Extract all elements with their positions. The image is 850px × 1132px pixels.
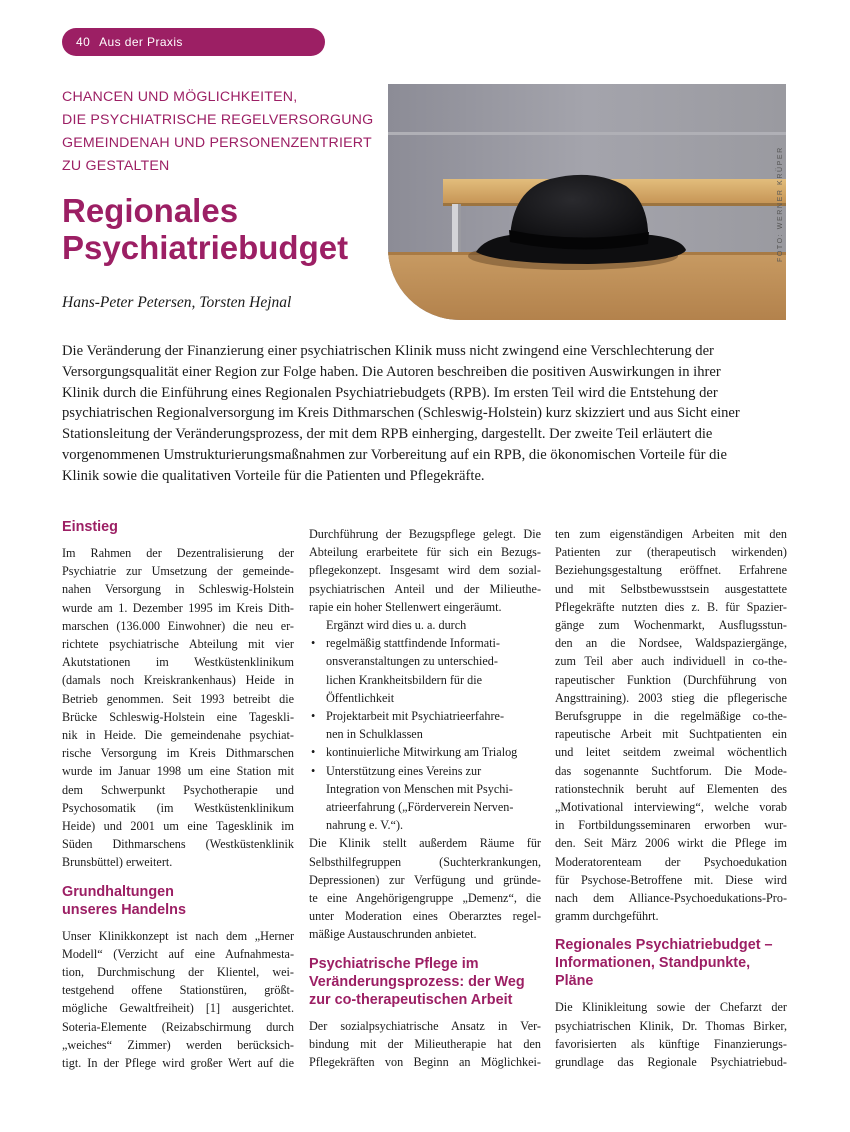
body-column-1 [62,518,294,1072]
text-line: lichen Krankheitsbildern für die [326,672,483,687]
text-line: ten zum eigenständigen Arbeiten mit den [555,527,787,541]
lead-line: Versorgungsqualität einer Region zur Folge haben. Die Autoren beschreiben die positiven Auswirkungen in ihrer [62,363,721,380]
text-line: das sogenannte Suchtforum. Die Mode- [555,763,787,778]
text-line: richtete psychiatrische Abteilung mit vier [62,637,294,652]
text-line: nach dem Alliance-Psychoedukations-Pro- [555,891,787,906]
text-line: te eine Angehörigengruppe „Demenz“, die [309,891,541,906]
text-line: Pflegekräften von Beginn an Möglichkei- [309,1055,541,1070]
list-item [309,634,541,707]
text-line: wurde am 1. Dezember 1995 im Kreis Dith- [62,600,294,615]
text-line: bindung mit der Milieutherapie hat den [309,1036,541,1051]
text-line: rapeutischer Funktion (Durchführung von [555,672,787,687]
lead-line: Klinik sowie die qualitativen Vorteile für die Patienten und Pflegekräfte. [62,467,485,484]
text-line: rapeutische Arbeit mit Suchtpatienten ein [555,727,787,742]
text-line: Süden Dithmarschens (Westküstenklinik [62,837,294,852]
page-number: 40 [76,35,91,49]
text-line: Brücke Schleswig-Holstein eine Tageskli- [62,709,294,724]
heading-line: Pläne [555,973,594,990]
lead-line: psychiatrischen Regionalversorgung im Kreis Dithmarschen (Schleswig-Holstein) kurz skizziert und aus Sicht einer [62,405,740,422]
heading-line: zur co-therapeutischen Arbeit [309,991,513,1008]
text-line: zum Teil aber auch individuell in co-the- [555,654,787,669]
text-line: testgehend offene Stationstüren, größt- [62,983,294,998]
text-line: Moderatorenteam der Psychoedukation [555,854,787,869]
text-line: Im Rahmen der Dezentralisierung der [62,546,294,560]
text-line: Unterstützung eines Vereins zur [326,763,482,778]
heading-line: Veränderungsprozess: der Weg [309,973,525,990]
text-line: Integration von Menschen mit Psychi- [326,781,513,796]
text-line: Selbsthilfegruppen (Suchterkrankungen, [309,854,541,869]
heading-line: Einstieg [62,519,118,535]
heading-line: unseres Handelns [62,901,186,918]
lead-line: vorgenommenen Umstrukturierungsmaßnahmen zur Vorbereitung auf ein RPB, die ökonomischen Vorteile für die [62,446,727,463]
text-line: Patienten zur (therapeutisch wirkenden) [555,545,787,560]
hat-on-table-photo [388,84,786,320]
kicker-line: CHANCEN UND MÖGLICHKEITEN, [62,89,298,105]
lead-line: Die Veränderung der Finanzierung einer psychiatrischen Klinik muss nicht zwingend eine Verschlechterung der [62,343,714,359]
text-line: für Psychose-Betroffene mit. Diese wird [555,872,787,887]
text-line: Brunsbüttel) erweitert. [62,855,173,870]
body-column-2 [309,525,541,1071]
bullet-icon: • [311,745,316,760]
text-line: rapie ein hoher Stellenwert eingeräumt. [309,599,502,614]
text-line: Abteilung erarbeitete für sich ein Bezugs- [309,545,541,560]
text-line: dem Schwerpunkt Psychotherapie und [62,782,294,797]
text-line: mögliche Gewaltfreiheit) [1] ausgerichtet. [62,1001,294,1016]
text-line: pflegekonzept. Insgesamt wird dem sozial- [309,563,541,578]
text-line: rationstechnik beruht auf Elementen des [555,781,787,796]
text-line: favorisierten als künftige Finanzierungs- [555,1036,787,1051]
text-line: Ergänzt wird dies u. a. durch [326,618,467,633]
text-line: Der sozialpsychiatrische Ansatz in Ver- [309,1018,541,1033]
bullet-icon: • [311,763,316,778]
text-line: nik in Heide. Die gemeindenahe psychiat- [62,728,294,743]
text-line: und mit Selbstbewusstsein ausgestattete [555,581,787,596]
text-line: Projektarbeit mit Psychiatrieerfahre- [326,709,505,724]
text-line: regelmäßig stattfindende Informati- [326,636,500,651]
text-line: atrieerfahrung („Förderverein Nerven- [326,800,514,815]
section-label: Aus der Praxis [99,35,183,49]
bullet-icon: • [311,709,316,724]
list-item [309,707,541,743]
text-line: Heide) und 2001 um eine Tagesklinik im [62,819,294,834]
photo-credit: FOTO: WERNER KRÜPER [777,146,784,262]
article-authors: Hans-Peter Petersen, Torsten Hejnal [62,294,292,311]
text-line: den an die Nordsee, Waldspaziergänge, [555,636,787,651]
text-line: (damals noch Kreiskrankenhaus) Heide in [62,673,294,688]
text-line: Psychosomatik (im Westküstenklinikum [62,800,294,815]
text-line: Unser Klinikkonzept ist nach dem „Herner [62,928,294,943]
paragraph-grundhaltungen [62,927,294,1073]
article-title [62,192,348,266]
text-line: und leitet seitdem zweimal wöchentlich [555,745,787,760]
text-line: Berufsgruppe in die regelmäßige co-the- [555,709,787,724]
text-line: Modell“ (Verzicht auf eine Aufnahmesta- [62,946,294,961]
text-line: rische Versorgung im Kreis Dithmarschen [62,746,294,761]
title-line: Psychiatriebudget [62,229,349,266]
section-heading-regionales-psychiatriebudget [555,936,787,990]
text-line: mäßige Austauschrunden anbietet. [309,927,477,942]
text-line: wurde im Januar 1998 um eine Station mit [62,764,294,779]
bullet-list [309,634,541,834]
heading-line: Psychiatrische Pflege im [309,955,479,972]
text-line: gänge zum Wochenmarkt, Ausflugsstun- [555,618,787,633]
body-column-3 [555,525,787,1071]
lead-line: Klinik durch die Einführung eines Regionalen Psychiatriebudgets (RPB). Im ersten Teil wird die Entstehung der [62,384,718,401]
text-line: Die Klinikleitung sowie der Chefarzt der [555,1000,787,1015]
text-line: Beziehungsgestaltung eröffnet. Erfahrene [555,563,787,578]
text-line: onsveranstaltungen zu unterschied- [326,654,498,669]
text-line: Angsttraining). 2003 stieg die pflegerische [555,690,787,705]
paragraph-selbsthilfe [309,834,541,943]
text-line: tion, Durchmischung der Klientel, wei- [62,965,294,980]
text-line: gramm durchgeführt. [555,909,659,924]
text-line: kontinuierliche Mitwirkung am Trialog [326,745,518,760]
text-line: psychiatrischen Anteil und der Milieuthe- [309,581,541,596]
heading-line: Grundhaltungen [62,883,174,900]
text-line: „Motivational interviewing“, welche vorab [555,800,787,815]
text-line: Die Klinik stellt außerdem Räume für [309,836,541,851]
heading-line: Informationen, Standpunkte, [555,955,751,972]
photo-illustration [388,84,786,320]
heading-line: Regionales Psychiatriebudget – [555,937,773,954]
list-item [309,762,541,835]
text-line: tigt. In der Pflege wird großer Wert auf die [62,1056,294,1071]
paragraph-bezugspflege [309,525,541,634]
kicker-line: ZU GESTALTEN [62,158,170,174]
text-line: nen in Schulklassen [326,727,423,742]
text-line: unter Moderation eines Oberarztes regel- [309,909,541,924]
paragraph-klinikleitung [555,998,787,1071]
section-heading-einstieg [62,518,294,536]
text-line: marschen (136.000 Einwohner) die neu er- [62,618,294,633]
section-heading-grundhaltungen [62,883,294,919]
section-header-bar [62,28,325,56]
text-line: nahen Versorgung in Schleswig-Holstein [62,582,294,597]
text-line: grundlage das Regionale Psychiatriebud- [555,1055,787,1070]
kicker-line: GEMEINDENAH UND PERSONENZENTRIERT [62,135,372,151]
text-line: „weiches“ Zimmer) werden berücksich- [62,1037,294,1052]
text-line: Psychiatrie zur Umsetzung der gemeinde- [62,564,294,579]
text-line: Öffentlichkeit [326,690,395,705]
bullet-icon: • [311,636,316,651]
kicker-line: DIE PSYCHIATRISCHE REGELVERSORGUNG [62,112,374,128]
text-line: Durchführung der Bezugspflege gelegt. Die [309,527,541,541]
lead-line: Stationsleitung der Veränderungsprozess, der mit dem RPB einherging, dargestellt. Der zweite Teil erläutert die [62,426,713,443]
text-line: Pflegekräfte nutzten dies z. B. für Spazier- [555,599,787,614]
article-lead [62,341,790,487]
text-line: Depressionen) zur Verfügung und gründe- [309,872,541,887]
paragraph-co-therapie [555,525,787,925]
text-line: in Fortbildungsseminaren erworben wur- [555,818,787,833]
section-heading-psychiatrische-pflege [309,955,541,1009]
title-line: Regionales [62,192,239,229]
text-line: psychiatrischen Klinik, Dr. Thomas Birker, [555,1018,787,1033]
text-line: Akutstationen im Westküstenklinikum [62,655,294,670]
text-line: Betrieb genommen. Seit 1993 betreibt die [62,691,294,706]
text-line: nahrung e. V.“). [326,818,404,833]
paragraph-einstieg [62,544,294,872]
text-line: Soteria-Elemente (Reizabschirmung durch [62,1019,294,1034]
text-line: den. Seit März 2006 wirkt die Pflege im [555,836,787,851]
paragraph-sozialpsychiatrie [309,1017,541,1072]
article-kicker [62,86,382,178]
list-item [309,743,541,761]
